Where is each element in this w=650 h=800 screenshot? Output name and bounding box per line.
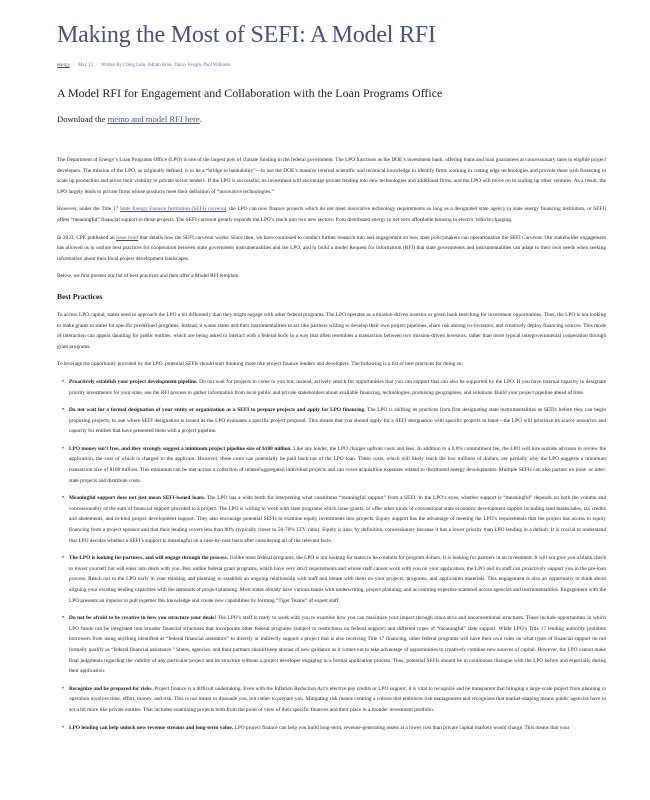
article-subtitle: A Model RFI for Engagement and Collaboration with the Loan Programs Office <box>57 86 443 100</box>
article-body <box>57 155 606 733</box>
item-text: The LPO has a wide berth for interpreting what constitutes “meaningful support” from a SEFI. In the LPO’s eyes, whether support is “meaningful” depends on both the volume and concessionality of the sum of financial support provided to a project. The LPO is willing to work with state programs which issue grants, or offer other kinds of conventional state economic development support including land leases/sales, tax credits and abatements, and in-kind project development support. They also encourage potential SEFIs to examine equity investments into projects. Equity support has the advantage of meeting the LPO’s requirements that the project has access to equity financing from a project sponsor and that their lending covers less than 80% (typically closer to 50-70% LTV ratio). Equity is also, by definition, concessionary because it has a lower priority than LPO lending in a default. It is crucial to understand that LPO decides whether a SEFI’s support is meaningful on a case-by-case basis after considering all of the relevant facts. <box>69 495 606 544</box>
paragraph-text: , the LPO can now finance projects which do not meet innovative technology requirements so long as a designated state agency (a state energy financing institution, or SEFI) offers “meaningful” financial support to those projects. The SEFI carveout greatly expands the LPO’s reach into two new sectors: from distributed energy to net-zero affordable housing to electric vehicle charging. <box>57 206 606 223</box>
intro-paragraph <box>57 204 606 225</box>
download-prefix: Download the <box>57 114 108 124</box>
item-lead: Recognize and be prepared for risks. <box>69 685 153 692</box>
paragraph-text: that details how the SEFI carveout works. Since then, we have continued to conduct further research into and engagement on how state policymakers can operationalize the SEFI Carveout. Our stakeholder engagement has allowed us to outline best practices for cooperation between state government instrumentalities and the LPO, and to build a model Request for Information (RFI) that state governments and instrumentalities can adapt to their own needs when seeking information about their local project development landscapes. <box>57 234 606 262</box>
paragraph-text: However, under the Title 17 <box>57 206 120 213</box>
download-line <box>57 113 606 125</box>
paragraph-text: In 2023, CPE published an <box>57 234 117 241</box>
category-tag-link[interactable]: energy <box>57 63 70 68</box>
publish-date: May 13 <box>77 63 93 68</box>
list-item <box>62 405 606 437</box>
intro-paragraph <box>57 233 606 265</box>
item-lead: Proactively establish your project development pipeline. <box>69 378 198 385</box>
bullet-icon: • <box>62 615 65 622</box>
list-item <box>62 613 606 677</box>
bullet-icon: • <box>62 378 65 385</box>
best-practices-paragraph: To access LPO capital, states need to approach the LPO a bit differently than they might engage with other federal programs. The LPO operates as a mission-driven investor or green bank searching for investment opportunities. Thus, the LPO is not looking to make grants to states for specific predefined programs. Instead, it wants states and their instrumentalities to act like partners willing to develop their own project pipelines, share risk among co-investors, and creatively deploy financing sources. This mode of interaction can appear daunting for public entities, which are being asked to interact with a federal body in a way that often resembles a transaction between two mission-driven investors, rather than more typical intergovernmental cooperation through grant programs. <box>57 311 606 350</box>
article-meta <box>57 63 606 69</box>
bullet-icon: • <box>62 685 65 692</box>
list-item <box>62 553 606 606</box>
issue-brief-link[interactable]: issue brief <box>116 234 139 241</box>
authors-byline: Written By Ching Lulu, Adrain Arias, Yakov Feygin, Paul Williams <box>100 63 231 68</box>
list-item <box>62 444 606 486</box>
item-lead: LPO lending can help unlock new revenue streams and long-term value. <box>69 724 234 731</box>
best-practices-list <box>57 377 606 733</box>
item-lead: Do not wait for a formal designation of your entity or organization as a SEFI to prepare projects and apply for LPO financing. <box>69 407 366 414</box>
download-suffix: . <box>199 114 202 124</box>
list-item <box>62 684 607 716</box>
intro-paragraph: Below, we first present our list of best practices and then offer a Model RFI template. <box>57 273 240 280</box>
bullet-icon: • <box>62 555 65 562</box>
intro-paragraph: The Department of Energy’s Loan Programs Office (LPO) is one of the largest pots of climate funding in the federal government. The LPO functions as the DOE’s investment bank, offering loans and loan guarantees at concessionary rates to eligible project developers. The mission of the LPO, as originally defined, is to be a “bridge to bankability”—to use the DOE’s massive internal scientific and technical knowledge to identify firms working in cutting edge technologies and provide them with financing to scale up production and prove their viability to private sector lenders. If the LPO is successful, its investment will encourage private lending into new technologies and additional firms, and the LPO will move on to scaling up other ventures. As a result, the LPO largely lends to private firms whose products meet their definition of “innovative technologies.” <box>57 157 606 195</box>
item-lead: Do not be afraid to be creative in how you structure your deals! <box>69 615 217 622</box>
item-text: Project finance is a difficult undertaking. Even with the Inflation Reduction Act’s elective pay credits or LPO support, it is vital to recognize and be transparent that bringing a large-scale project from planning to operation involves time, effort, money, and risk. This is not meant to dissuade you, but rather to prepare you. Mitigating risk means creating a culture that embraces risk management and recognizes that market-shaping means public agencies have to act a bit more like private entities. That includes examining projects both from the point of view of their specific finances and their place in a broader investment portfolio. <box>69 685 607 713</box>
list-item <box>62 493 606 546</box>
item-lead: The LPO is looking for partners, and will engage through the process. <box>69 555 229 562</box>
bullet-icon: • <box>62 407 65 414</box>
page-title: Making the Most of SEFI: A Model RFI <box>57 22 436 48</box>
meta-separator: · <box>95 63 98 68</box>
bullet-icon: • <box>62 495 65 502</box>
best-practices-heading: Best Practices <box>57 291 103 301</box>
sefi-carveout-link[interactable]: State Energy Finance Institution (SEFI) carveout <box>119 206 227 213</box>
list-item <box>62 377 606 398</box>
item-text: Unlike most federal programs, the LPO is not looking for states to be conduits for program dollars. It is looking for partners in an investment. It will not give you a blank check to invest yourself but will enter into deals with you. But, unlike federal grant programs, which have very strict requirements and whose staff cannot work with you on your application, the LPO and its staff can proactively support you in the pre-loan process. Reach out to the LPO early in your thinking and planning to establish an ongoing relationship with staff and iterate with them on your projects, programs, and application materials. This engagement is also an opportunity to think about aligning your existing lending capacities with the demands of project planning. Most states already have various teams with underwriting, project planning, and accounting expertise scattered across agencies and instrumentalities. Engagement with the LPO presents an impetus to pull together this knowledge and create new capabilities by forming “Tiger Teams” of expert staff. <box>69 555 606 604</box>
best-practices-paragraph: To leverage the opportunity provided by the LPO, potential SEFIs should start thinking more like project finance lenders and developers. The following is a list of best practices for doing so: <box>57 361 463 368</box>
bullet-icon: • <box>62 445 65 452</box>
item-text: Like any lender, the LPO charges upfront costs and fees. In addition to a 0.6% commitment fee, the LPO will hire outside advisors to review the application, the cost of which is charged to the applicant. However, these costs can potentially be paid back out of the LPO loan. These costs, which will likely reach the low millions of dollars, are partially why the LPO suggests a minimum transaction size of $100 million. This minimum can be met across a collection of related/aggregated individual projects and can cover acquisition expenses related to distributed energy developments. Multiple SEFIs can also partner on joint- or inter-state projects and distribute costs. <box>69 445 606 484</box>
list-item <box>62 723 606 734</box>
meta-separator: · <box>73 63 75 68</box>
item-lead: LPO money isn’t free, and they strongly suggest a minimum project pipeline size of $100 million. <box>69 445 292 452</box>
item-text: LPO project finance can help you build long-term, revenue-generating assets at a lower cost than private capital markets would charge. This means that your <box>233 724 570 731</box>
item-text: Do not wait for projects to come to you but, instead, actively search for opportunities that you can support that can also be supported by the LPO. If you have internal capacity to designate priority investments for your state, use the RFI process to gather information from local public and private stakeholders about available financing, technologies, promising geographies, and solutions. Build your project pipeline ahead of time. <box>69 378 606 396</box>
item-lead: Meaningful support does not just mean SEFI-issued loans. <box>69 495 206 502</box>
item-text: The LPO is shifting its practices from first designating state instrumentalities as SEFIs before they can begin proposing projects, to one where SEFI designation is issued as the LPO evaluates a specific project proposal. This means that you should apply for a SEFI designation with specific projects in hand—the LPO will prioritize its scarce resources and capacity for entities that have presented them with a project pipeline. <box>69 407 606 435</box>
download-memo-link[interactable]: memo and model RFI here <box>107 114 200 124</box>
bullet-icon: • <box>62 724 65 731</box>
item-text: The LPO’s staff is ready to work with you to examine how you can maximize your impact through innovative and unconventional structures. These include opportunities in which LPO funds can be integrated into broader financial structures that incorporate other federal programs (subject to restrictions on federal support) and different types of “meaningful” state support. While LPO’s Title 17 lending authority prohibits borrowers from using anything identified as “federal financial assistance” to directly or indirectly support a project that is also receiving Title 17 financing, other federal programs will have their own rules on what types of financial support do not formally qualify as “federal financial assistance.” States, agencies, and their partners should keep abreast of new guidance as it comes out to take advantage of opportunities to creatively combine new sources of capital. However, the LPO cannot make final judgments regarding the validity of any particular project and its structure without a project developer engaging in a formal application process. Thus, potential SEFIs should be in continuous dialogue with the LPO before and especially during their application. <box>69 615 606 675</box>
